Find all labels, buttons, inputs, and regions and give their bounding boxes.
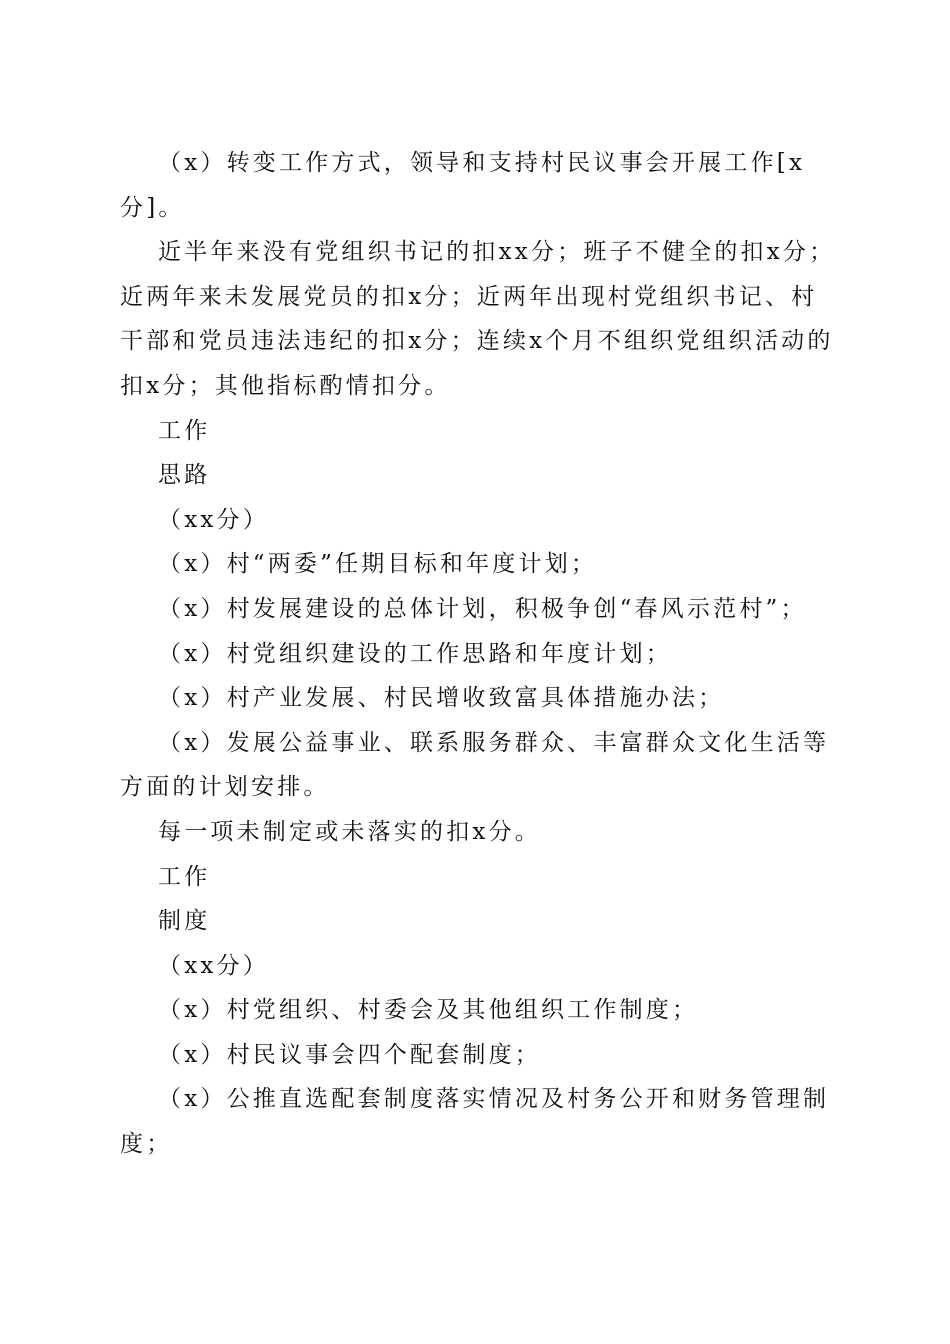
heading-system: 制度 (158, 908, 211, 935)
list-item: （x）村“两委”任期目标和年度计划； (158, 551, 598, 578)
list-item: （x）村民议事会四个配套制度； (158, 1041, 541, 1068)
list-item: （x）村党组织、村委会及其他组织工作制度； (158, 997, 699, 1024)
list-item: （x）村党组织建设的工作思路和年度计划； (158, 640, 672, 667)
list-item: （x）村产业发展、村民增收致富具体措施办法； (158, 685, 725, 712)
heading-work: 工作 (158, 863, 211, 890)
paragraph-deduction-rules: 近半年来没有党组织书记的扣xx分；班子不健全的扣x分；近两年来未发展党员的扣x分；近两年出现村党组织书记、村干部和党员违法违纪的扣x分；连续x个月不组织党组织活动的扣x分；其他指标酌情扣分。 (120, 239, 836, 399)
heading-work: 工作 (158, 417, 211, 444)
list-item: （x）村发展建设的总体计划，积极争创“春风示范村”； (158, 595, 807, 622)
paragraph-deduction-note: 每一项未制定或未落实的扣x分。 (158, 818, 541, 845)
score-label: （xx分） (158, 506, 269, 533)
document-body (120, 141, 840, 1167)
paragraph-work-method: （x）转变工作方式，领导和支持村民议事会开展工作[x分]。 (120, 150, 806, 221)
list-item: （x）公推直选配套制度落实情况及村务公开和财务管理制度； (120, 1086, 830, 1158)
heading-thinking: 思路 (158, 462, 211, 489)
list-item: （x）发展公益事业、联系服务群众、丰富群众文化生活等方面的计划安排。 (120, 729, 830, 801)
score-label: （xx分） (158, 952, 269, 979)
